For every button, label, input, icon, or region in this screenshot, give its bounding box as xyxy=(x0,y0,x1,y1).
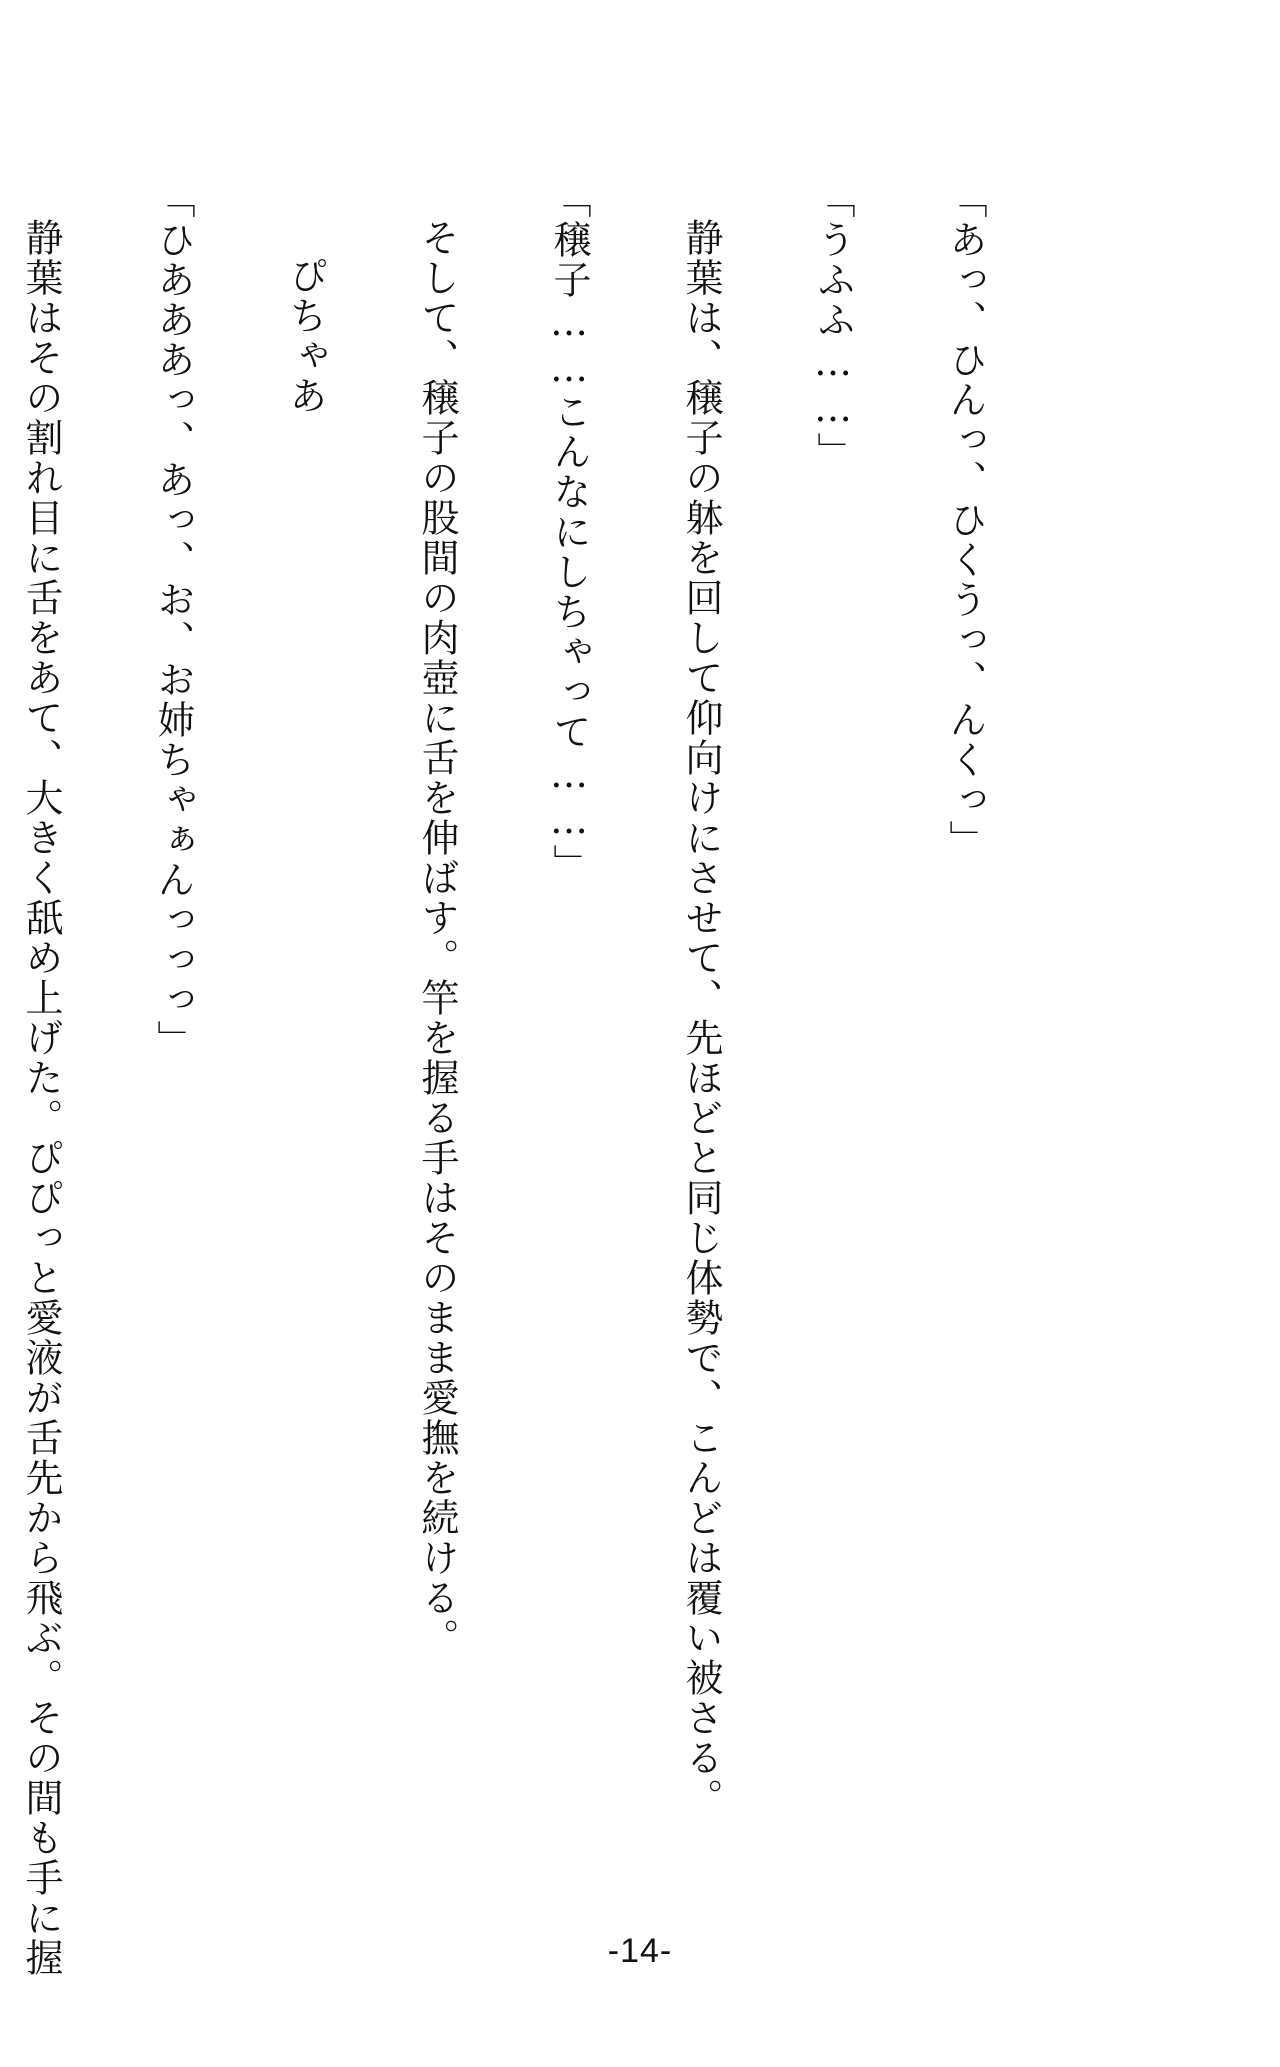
text-line-6: ぴちゃあ xyxy=(283,256,327,416)
text-line-4: 「穣子……こんなにしちゃって……」 xyxy=(547,180,591,884)
page-number: -14- xyxy=(607,1932,673,1970)
text-line-3: 静葉は、穣子の躰を回して仰向けにさせて、先ほどと同じ体勢で、こんどは覆い被さる。 xyxy=(679,218,723,1818)
text-line-8: 静葉はその割れ目に舌をあて、大きく舐め上げた。ぴぴっと愛液が舌先から飛ぶ。その間も手に握 xyxy=(19,218,63,1978)
text-line-7: 「ひあああっ、あっ、お、お姉ちゃぁんっっっ」 xyxy=(151,180,195,1060)
text-line-5: そして、穣子の股間の肉壺に舌を伸ばす。竿を握る手はそのまま愛撫を続ける。 xyxy=(415,218,459,1658)
text-line-1: 「あっ、ひんっ、ひくうっ、んくっ」 xyxy=(943,180,987,860)
text-line-2: 「うふふ……」 xyxy=(811,180,855,472)
